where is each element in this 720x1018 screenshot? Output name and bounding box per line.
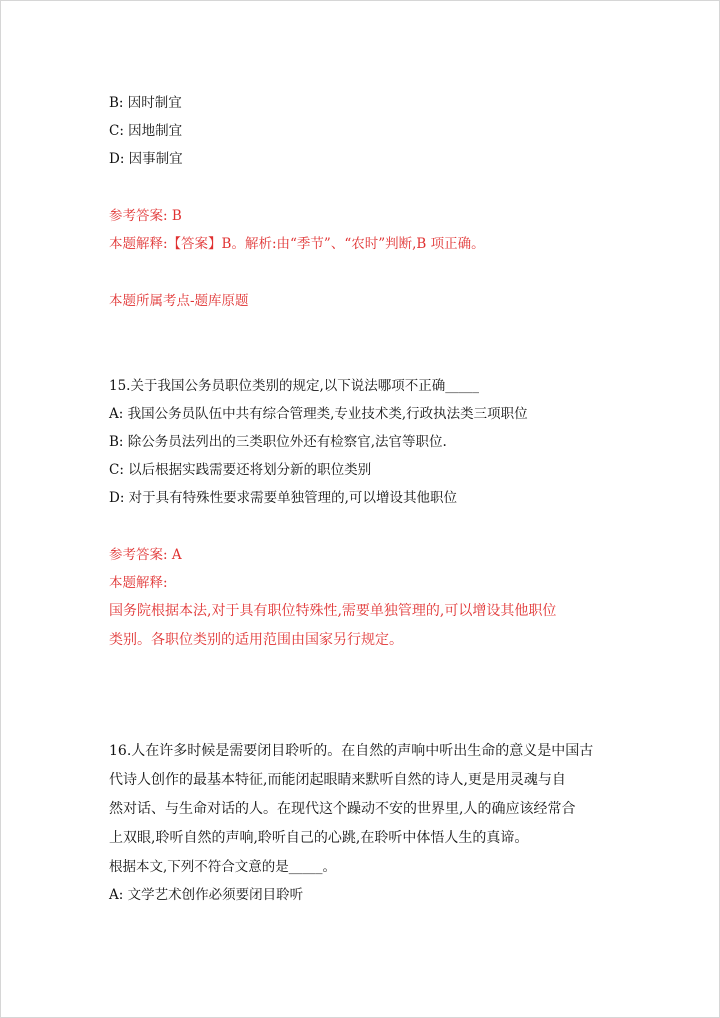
q15-answer: 参考答案: A bbox=[109, 547, 182, 563]
q14-category: 本题所属考点-题库原题 bbox=[109, 293, 249, 309]
q16-passage-line: 然对话、与生命对话的人。在现代这个躁动不安的世界里,人的确应该经常合 bbox=[109, 801, 576, 817]
q16-passage-line: 上双眼,聆听自然的声响,聆听自己的心跳,在聆听中体悟人生的真谛。 bbox=[109, 830, 529, 846]
q16-question: 根据本文,下列不符合文意的是_____。 bbox=[109, 859, 337, 875]
q14-option-c: C: 因地制宜 bbox=[109, 123, 183, 139]
q14-explanation: 本题解释:【答案】B。解析:由“季节”、“农时”判断,B 项正确。 bbox=[109, 236, 485, 252]
q14-option-d: D: 因事制宜 bbox=[109, 151, 183, 167]
q15-explanation-line: 类别。各职位类别的适用范围由国家另行规定。 bbox=[109, 632, 403, 648]
q15-option-c: C: 以后根据实践需要还将划分新的职位类别 bbox=[109, 462, 372, 478]
q16-passage-line: 代诗人创作的最基本特征,而能闭起眼睛来默听自然的诗人,更是用灵魂与自 bbox=[109, 772, 566, 788]
q15-question: 15.关于我国公务员职位类别的规定,以下说法哪项不正确_____ bbox=[109, 378, 480, 394]
q14-answer: 参考答案: B bbox=[109, 208, 182, 224]
q16-passage-line: 16.人在许多时候是需要闭目聆听的。在自然的声响中听出生命的意义是中国古 bbox=[109, 743, 594, 759]
q15-option-b: B: 除公务员法列出的三类职位外还有检察官,法官等职位. bbox=[109, 434, 447, 450]
q14-option-b: B: 因时制宜 bbox=[109, 95, 182, 111]
q15-explanation-label: 本题解释: bbox=[109, 575, 168, 591]
q15-option-d: D: 对于具有特殊性要求需要单独管理的,可以增设其他职位 bbox=[109, 490, 457, 506]
q15-option-a: A: 我国公务员队伍中共有综合管理类,专业技术类,行政执法类三项职位 bbox=[109, 406, 528, 422]
q16-option-a: A: 文学艺术创作必须要闭目聆听 bbox=[109, 887, 304, 903]
q15-explanation-line: 国务院根据本法,对于具有职位特殊性,需要单独管理的,可以增设其他职位 bbox=[109, 603, 557, 619]
